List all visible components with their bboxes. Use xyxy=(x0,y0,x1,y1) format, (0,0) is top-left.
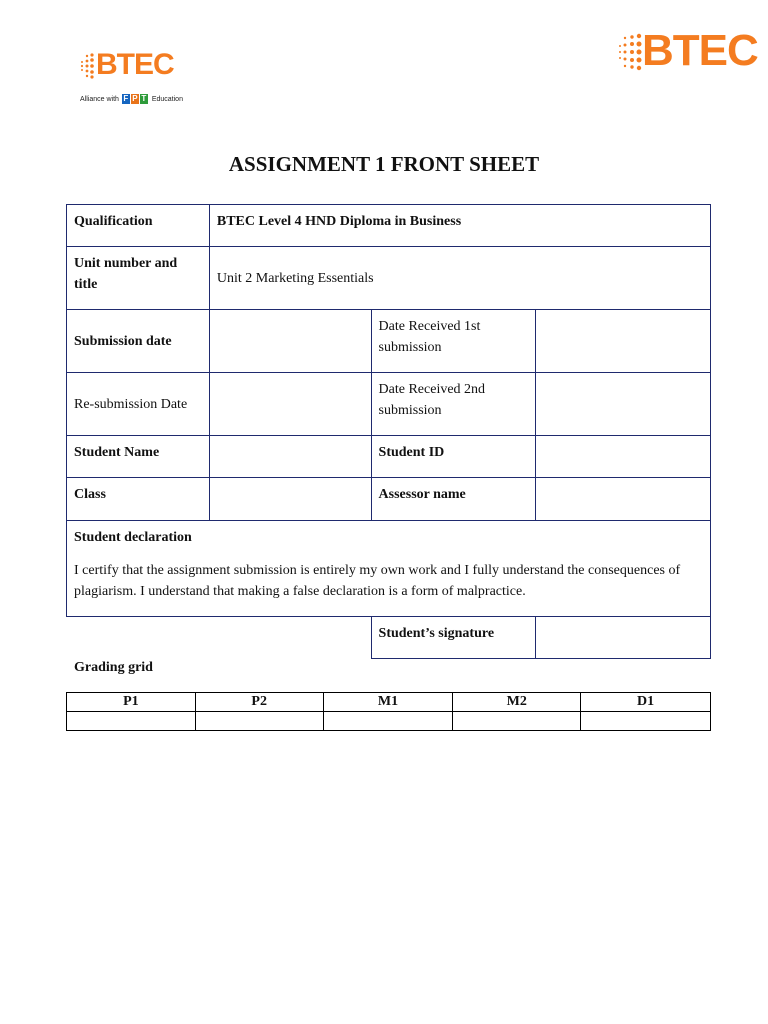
fpt-logo: F P T xyxy=(123,94,147,103)
btec-dots-icon xyxy=(618,32,644,72)
date-received-1-field[interactable] xyxy=(536,310,711,373)
grading-grid-label: Grading grid xyxy=(74,660,153,675)
page-title: ASSIGNMENT 1 FRONT SHEET xyxy=(228,152,540,176)
student-id-label: Student ID xyxy=(371,436,536,478)
date-received-2-label: Date Received 2nd submission xyxy=(371,373,536,436)
grade-cell-m1[interactable] xyxy=(323,712,453,731)
btec-logo-right xyxy=(618,28,768,78)
resubmission-date-field[interactable] xyxy=(209,373,371,436)
grade-header-p2: P2 xyxy=(195,693,323,712)
btec-dots-icon xyxy=(78,52,96,80)
class-label: Class xyxy=(67,478,210,521)
grade-header-d1: D1 xyxy=(581,693,711,712)
qualification-value: BTEC Level 4 HND Diploma in Business xyxy=(209,205,710,247)
unit-label: Unit number and title xyxy=(67,247,210,310)
submission-date-label: Submission date xyxy=(67,310,210,373)
submission-date-field[interactable] xyxy=(209,310,371,373)
grade-header-p1: P1 xyxy=(67,693,196,712)
grading-header-row xyxy=(67,693,711,712)
grade-cell-p2[interactable] xyxy=(195,712,323,731)
grade-cell-d1[interactable] xyxy=(581,712,711,731)
assessor-name-field[interactable] xyxy=(536,478,711,521)
front-sheet-form xyxy=(66,204,711,659)
date-received-1-label: Date Received 1st submission xyxy=(371,310,536,373)
btec-fpt-logo xyxy=(78,48,188,112)
student-name-label: Student Name xyxy=(67,436,210,478)
student-signature-field[interactable] xyxy=(536,617,711,659)
student-name-field[interactable] xyxy=(209,436,371,478)
qualification-label: Qualification xyxy=(67,205,210,247)
grade-cell-m2[interactable] xyxy=(453,712,581,731)
student-signature-label: Student’s signature xyxy=(371,617,536,659)
alliance-tagline: Alliance with F P T Education xyxy=(80,94,183,103)
unit-value: Unit 2 Marketing Essentials xyxy=(209,247,710,310)
student-declaration xyxy=(67,521,711,617)
date-received-2-field[interactable] xyxy=(536,373,711,436)
declaration-text: I certify that the assignment submission is entirely my own work and I fully understand the consequences of plagiarism. I understand that making a false declaration is a form of malpractice. xyxy=(74,563,681,599)
student-id-field[interactable] xyxy=(536,436,711,478)
class-field[interactable] xyxy=(209,478,371,521)
btec-wordmark: BTEC xyxy=(96,48,174,81)
grading-value-row xyxy=(67,712,711,731)
btec-wordmark: BTEC xyxy=(642,26,758,75)
grade-header-m1: M1 xyxy=(323,693,453,712)
assessor-name-label: Assessor name xyxy=(371,478,536,521)
signature-spacer xyxy=(67,617,372,659)
resubmission-date-label: Re-submission Date xyxy=(67,373,210,436)
grade-header-m2: M2 xyxy=(453,693,581,712)
grade-cell-p1[interactable] xyxy=(67,712,196,731)
declaration-title: Student declaration xyxy=(74,530,192,545)
grading-grid xyxy=(66,692,711,731)
